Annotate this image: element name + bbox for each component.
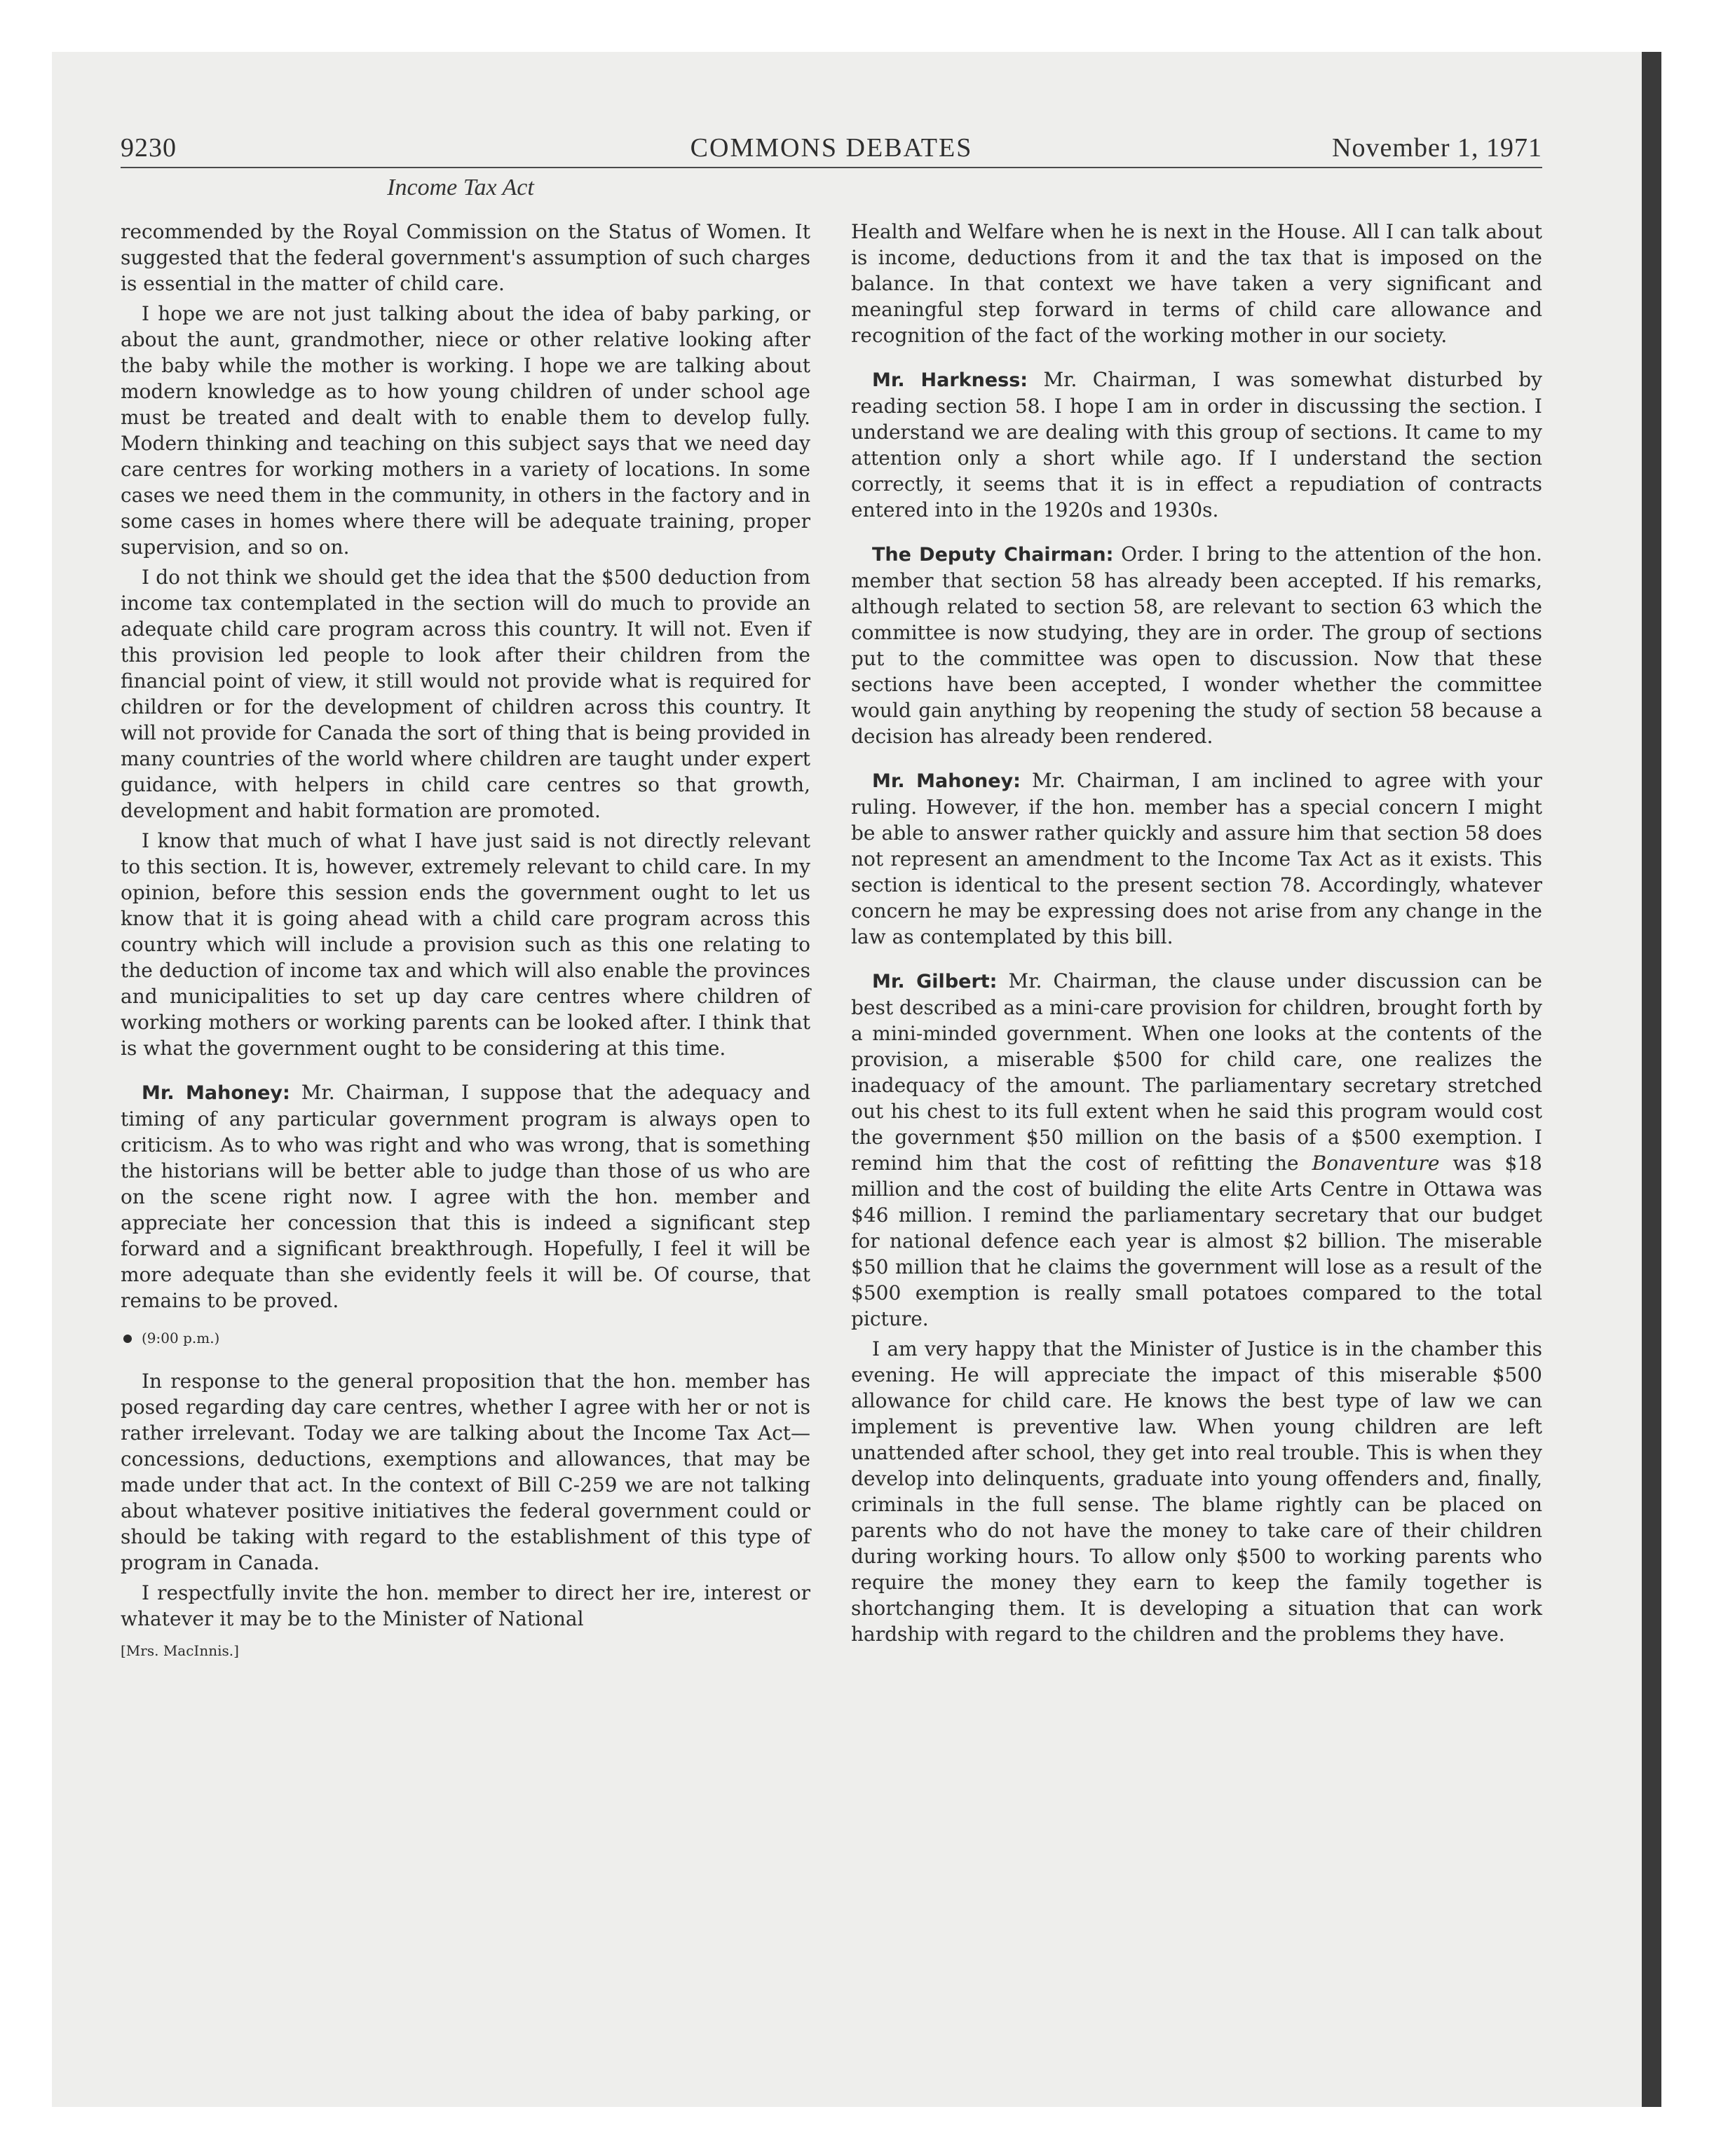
paragraph: In response to the general proposition that the hon. member has posed regarding day care centres, whether I agree with her or not is rather irrelevant. Today we are talking about the Income Tax Act—concessions, deductions, exemptions and allowances, that may be made under that act. In the context of Bill C-259 we are not talking about whatever positive initiatives the federal government could or should be taking with regard to the establishment of this type of program in Canada. [121,1370,810,1574]
timestamp-text: (9:00 p.m.) [142,1330,220,1346]
section-subheader: Income Tax Act [387,175,534,200]
speech-paragraph [851,367,1542,523]
paragraph: I am very happy that the Minister of Justice is in the chamber this evening. He will appreciate the impact of this miserable $500 allowance for child care. He knows the best type of law we can implement is preventive law. When young children are left unattended after school, they get into real trouble. This is when they develop into delinquents, graduate into young offenders and, finally, criminals in the full sense. The blame rightly can be placed on parents who do not have the money to take care of their children during working hours. To allow only $500 to working parents who require the money they earn to keep the family together is shortchanging them. It is developing a situation that can work hardship with regard to the children and the problems they have. [851,1337,1542,1646]
bullet-icon [123,1335,132,1343]
scan-edge-shadow [1642,52,1661,2107]
page-number: 9230 [121,133,177,163]
paragraph: Health and Welfare when he is next in the House. All I can talk about is income, deductions from it and the tax that is imposed on the balance. In that context we have taken a very significant and meaningful step forward in terms of child care allowance and recognition of the fact of the working mother in our society. [851,220,1542,347]
publication-title: COMMONS DEBATES [690,133,973,163]
speaker-name: Mr. Mahoney: [142,1082,290,1104]
right-column [851,219,1542,1651]
paragraph: I respectfully invite the hon. member to direct her ire, interest or whatever it may be to the Minister of National [121,1581,810,1630]
left-column [121,219,810,1660]
speaker-name: Mr. Harkness: [872,369,1028,391]
speech-text: Order. I bring to the attention of the hon. member that section 58 has already been accepted. If his remarks, although related to section 58, are relevant to section 63 which the committee is now studying, they are in order. The group of sections put to the committee was open to discussion. Now that these sections have been accepted, I wonder whether the committee would gain anything by reopening the study of section 58 because a decision has already been rendered. [851,543,1543,748]
page-header [121,130,1542,168]
speech-text: Mr. Chairman, the clause under discussion can be best described as a mini-care provision for children, brought forth by a mini-minded government. When one looks at the contents of the provision, a miserable $500 for child care, one realizes the inadequacy of the amount. The parliamentary secretary stretched out his chest to its full extent when he said this program would cost the government $50 million on the basis of a $500 exemption. I remind him that the cost of refitting the [851,969,1543,1175]
page-date: November 1, 1971 [1332,133,1542,163]
speech-text: Mr. Chairman, I was somewhat disturbed by reading section 58. I hope I am in order in discussing the section. I understand we are dealing with this group of sections. It came to my attention only a short while ago. If I understand the section correctly, it seems that it is in effect a repudiation of contracts entered into in the 1920s and 1930s. [851,368,1542,521]
speaker-name: Mr. Gilbert: [872,971,998,992]
timestamp-marker [121,1329,810,1347]
speech-paragraph [851,968,1542,1332]
speech-text: Mr. Chairman, I suppose that the adequacy and timing of any particular government program is always open to criticism. As to who was right and who was wrong, that is something the historians will be better able to judge than those of us who are on the scene right now. I agree with the hon. member and appreciate her concession that this is indeed a significant step forward and a significant breakthrough. Hopefully, I feel it will be more adequate than she evidently feels it will be. Of course, that remains to be proved. [121,1081,810,1312]
speech-paragraph [851,767,1542,950]
speech-paragraph [121,1079,810,1314]
speaker-footnote: [Mrs. MacInnis.] [121,1642,239,1659]
speech-paragraph [851,541,1542,749]
paragraph: I hope we are not just talking about the idea of baby parking, or about the aunt, grandmother, niece or other relative looking after the baby while the mother is working. I hope we are talking about modern knowledge as to how young children of under school age must be treated and dealt with to enable them to develop fully. Modern thinking and teaching on this subject says that we need day care centres for working mothers in a variety of locations. In some cases we need them in the community, in others in the factory and in some cases in homes where there will be adequate training, proper supervision, and so on. [121,302,810,559]
speech-text: Mr. Chairman, I am inclined to agree with your ruling. However, if the hon. member has a special concern I might be able to answer rather quickly and assure him that section 58 does not represent an amendment to the Income Tax Act as it exists. This section is identical to the present section 78. Accordingly, whatever concern he may be expressing does not arise from any change in the law as contemplated by this bill. [851,769,1543,948]
speech-text: was $18 million and the cost of building the elite Arts Centre in Ottawa was $46 million. I remind the parliamentary secretary that our budget for national defence each year is almost $2 billion. The miserable $50 million that he claims the government will lose as a result of the $500 exemption is really small potatoes compared to the total picture. [851,1152,1542,1330]
ship-name: Bonaventure [1312,1152,1440,1175]
speaker-name: Mr. Mahoney: [872,770,1021,792]
paragraph: recommended by the Royal Commission on the Status of Women. It suggested that the federal government's assumption of such charges is essential in the matter of child care. [121,220,810,295]
paragraph: I know that much of what I have just said is not directly relevant to this section. It is, however, extremely relevant to child care. In my opinion, before this session ends the government ought to let us know that it is going ahead with a child care program across this country which will include a provision such as this one relating to the deduction of income tax and which will also enable the provinces and municipalities to set up day care centres where children of working mothers or working parents can be looked after. I think that is what the government ought to be considering at this time. [121,829,810,1060]
speaker-name: The Deputy Chairman: [872,544,1114,566]
paragraph: I do not think we should get the idea that the $500 deduction from income tax contemplated in the section will do much to provide an adequate child care program across this country. It will not. Even if this provision led people to look after their children from the financial point of view, it still would not provide what is required for children or for the development of children across this country. It will not provide for Canada the sort of thing that is being provided in many countries of the world where children are taught under expert guidance, with helpers in child care centres so that growth, development and habit formation are promoted. [121,566,810,822]
